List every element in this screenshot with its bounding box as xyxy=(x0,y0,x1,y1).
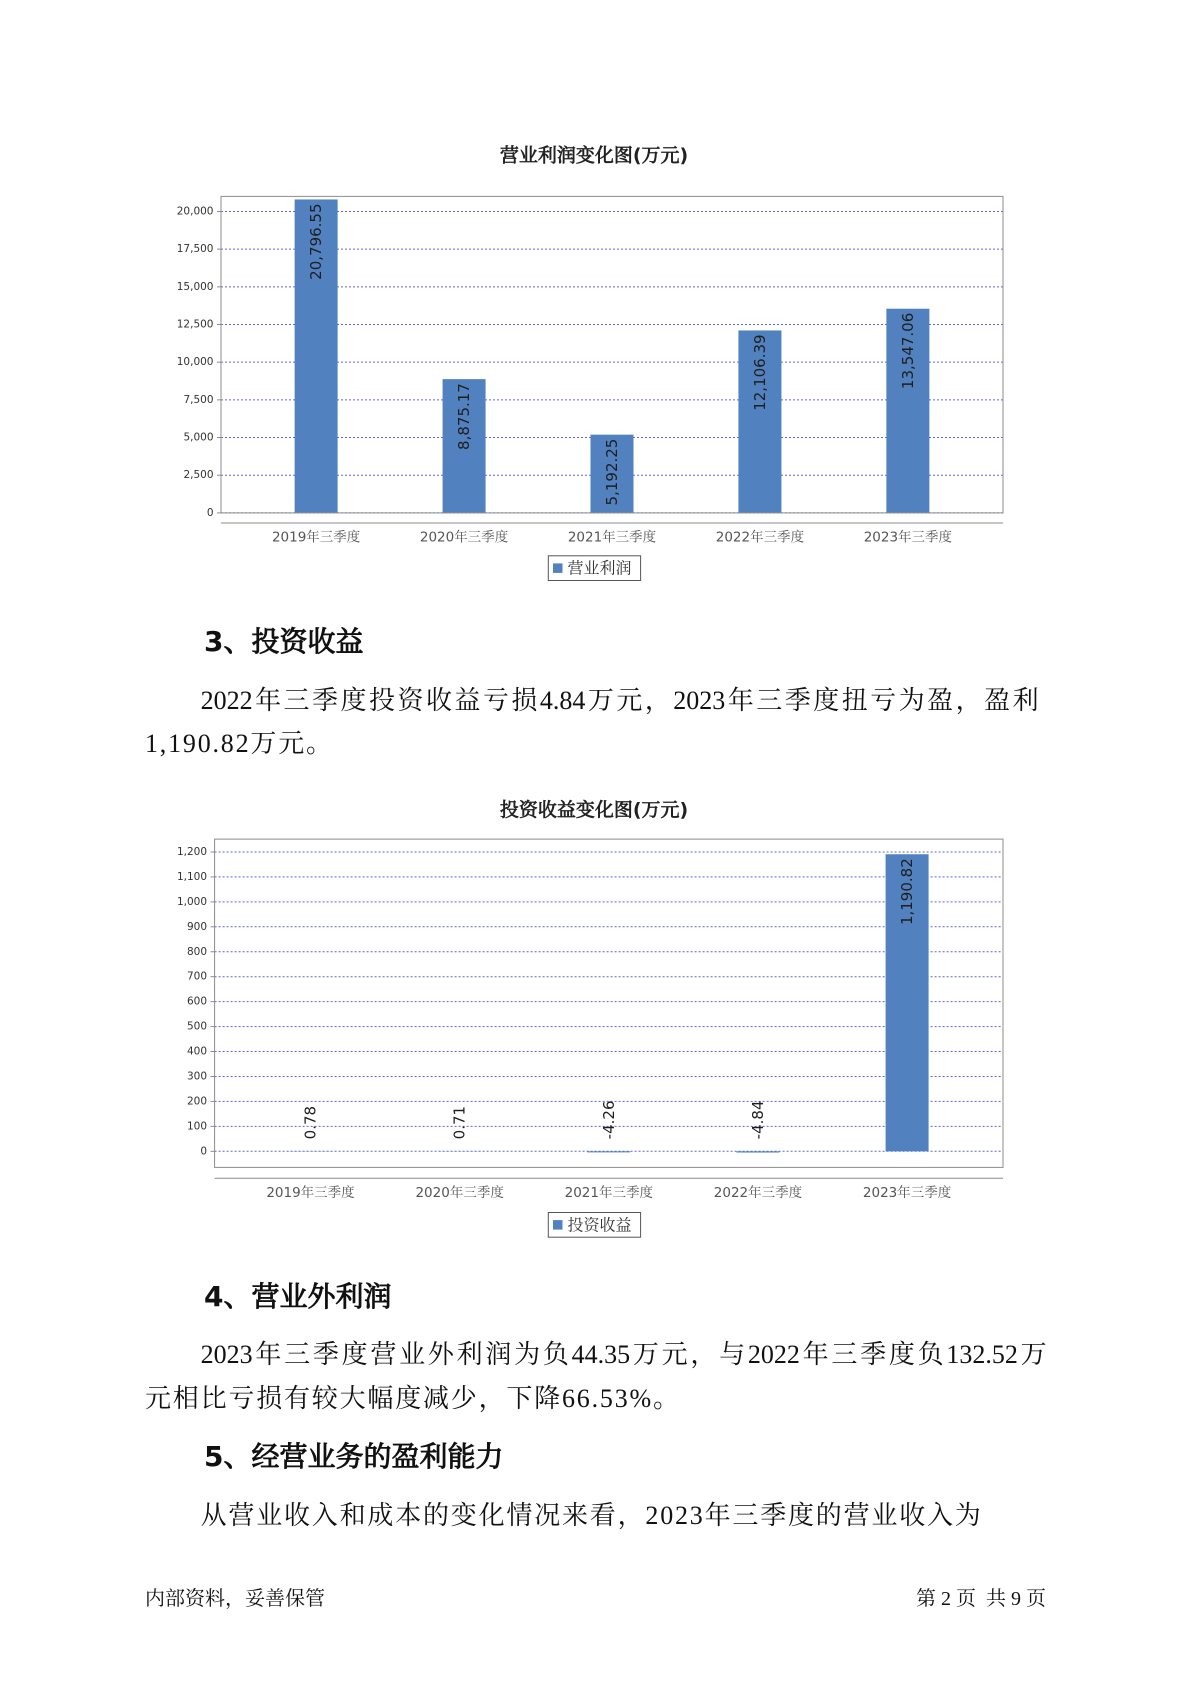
y-tick-label: 500 xyxy=(186,1020,207,1033)
y-tick-label: 5,000 xyxy=(183,431,214,444)
bar-value-label: 12,106.39 xyxy=(750,334,769,411)
bar-value-label: 13,547.06 xyxy=(898,312,917,390)
y-tick-label: 15,000 xyxy=(176,280,214,293)
section-5-heading: 5、经营业务的盈利能力 xyxy=(204,1440,504,1474)
section-4-paragraph-line-1: 2023年三季度营业外利润为负44.35万元，与2022年三季度负132.52万 xyxy=(200,1340,1047,1370)
y-tick-label: 0 xyxy=(206,506,214,519)
y-tick-label: 1,200 xyxy=(176,845,207,858)
legend-swatch xyxy=(553,563,563,573)
x-tick-label: 2019年三季度 xyxy=(271,529,361,546)
legend-label: 营业利润 xyxy=(567,558,632,578)
y-tick-label: 20,000 xyxy=(176,205,214,218)
y-tick-label: 300 xyxy=(186,1070,207,1083)
bar xyxy=(736,1151,779,1152)
x-tick-label: 2020年三季度 xyxy=(419,529,509,546)
y-tick-label: 800 xyxy=(186,945,207,958)
y-tick-label: 2,500 xyxy=(183,469,214,482)
y-tick-label: 1,100 xyxy=(176,870,207,883)
section-4-heading: 4、营业外利润 xyxy=(204,1280,392,1314)
bar-value-label: 20,796.55 xyxy=(307,203,326,280)
y-tick-label: 600 xyxy=(186,995,207,1008)
bar-value-label: -4.84 xyxy=(748,1100,767,1140)
operating-profit-chart xyxy=(0,130,1191,595)
chart-title: 投资收益变化图(万元) xyxy=(499,799,689,822)
bar-value-label: 0.78 xyxy=(301,1105,320,1140)
section-5-paragraph-line-1: 从营业收入和成本的变化情况来看，2023年三季度的营业收入为 xyxy=(200,1501,983,1531)
section-3-paragraph-line-2: 1,190.82万元。 xyxy=(145,728,334,758)
y-tick-label: 7,500 xyxy=(183,393,214,406)
y-tick-label: 900 xyxy=(186,920,207,933)
y-tick-label: 0 xyxy=(200,1145,207,1158)
x-tick-label: 2023年三季度 xyxy=(863,529,953,546)
bar-value-label: 8,875.17 xyxy=(455,383,474,450)
bar-value-label: 5,192.25 xyxy=(603,438,621,506)
chart-title: 营业利润变化图(万元) xyxy=(499,144,689,167)
x-tick-label: 2023年三季度 xyxy=(862,1185,952,1202)
bar xyxy=(587,1151,630,1152)
y-tick-label: 1,000 xyxy=(176,895,207,908)
y-tick-label: 12,500 xyxy=(176,318,214,331)
footer-page-number: 第 2 页 共 9 页 xyxy=(916,1588,1046,1610)
x-tick-label: 2021年三季度 xyxy=(567,529,657,546)
section-3-heading: 3、投资收益 xyxy=(204,624,364,658)
x-tick-label: 2022年三季度 xyxy=(713,1185,803,1202)
y-tick-label: 10,000 xyxy=(176,356,214,369)
x-tick-label: 2021年三季度 xyxy=(564,1185,653,1202)
x-tick-label: 2022年三季度 xyxy=(715,529,805,546)
bar-value-label: -4.26 xyxy=(599,1100,618,1140)
bar-value-label: 1,190.82 xyxy=(898,858,917,926)
y-tick-label: 400 xyxy=(186,1045,207,1058)
y-tick-label: 700 xyxy=(186,970,207,983)
section-4-paragraph-line-2: 元相比亏损有较大幅度减少，下降66.53%。 xyxy=(145,1384,681,1414)
y-tick-label: 17,500 xyxy=(176,243,214,256)
bar-value-label: 0.71 xyxy=(450,1105,469,1140)
investment-income-chart xyxy=(0,785,1191,1250)
footer-confidential-note: 内部资料，妥善保管 xyxy=(145,1588,325,1610)
y-tick-label: 100 xyxy=(186,1120,207,1133)
section-3-paragraph-line-1: 2022年三季度投资收益亏损4.84万元，2023年三季度扭亏为盈，盈利 xyxy=(200,685,1039,715)
x-tick-label: 2019年三季度 xyxy=(266,1185,355,1202)
y-tick-label: 200 xyxy=(186,1095,207,1108)
legend-swatch xyxy=(553,1220,563,1230)
legend-label: 投资收益 xyxy=(567,1215,632,1235)
x-tick-label: 2020年三季度 xyxy=(415,1185,504,1202)
